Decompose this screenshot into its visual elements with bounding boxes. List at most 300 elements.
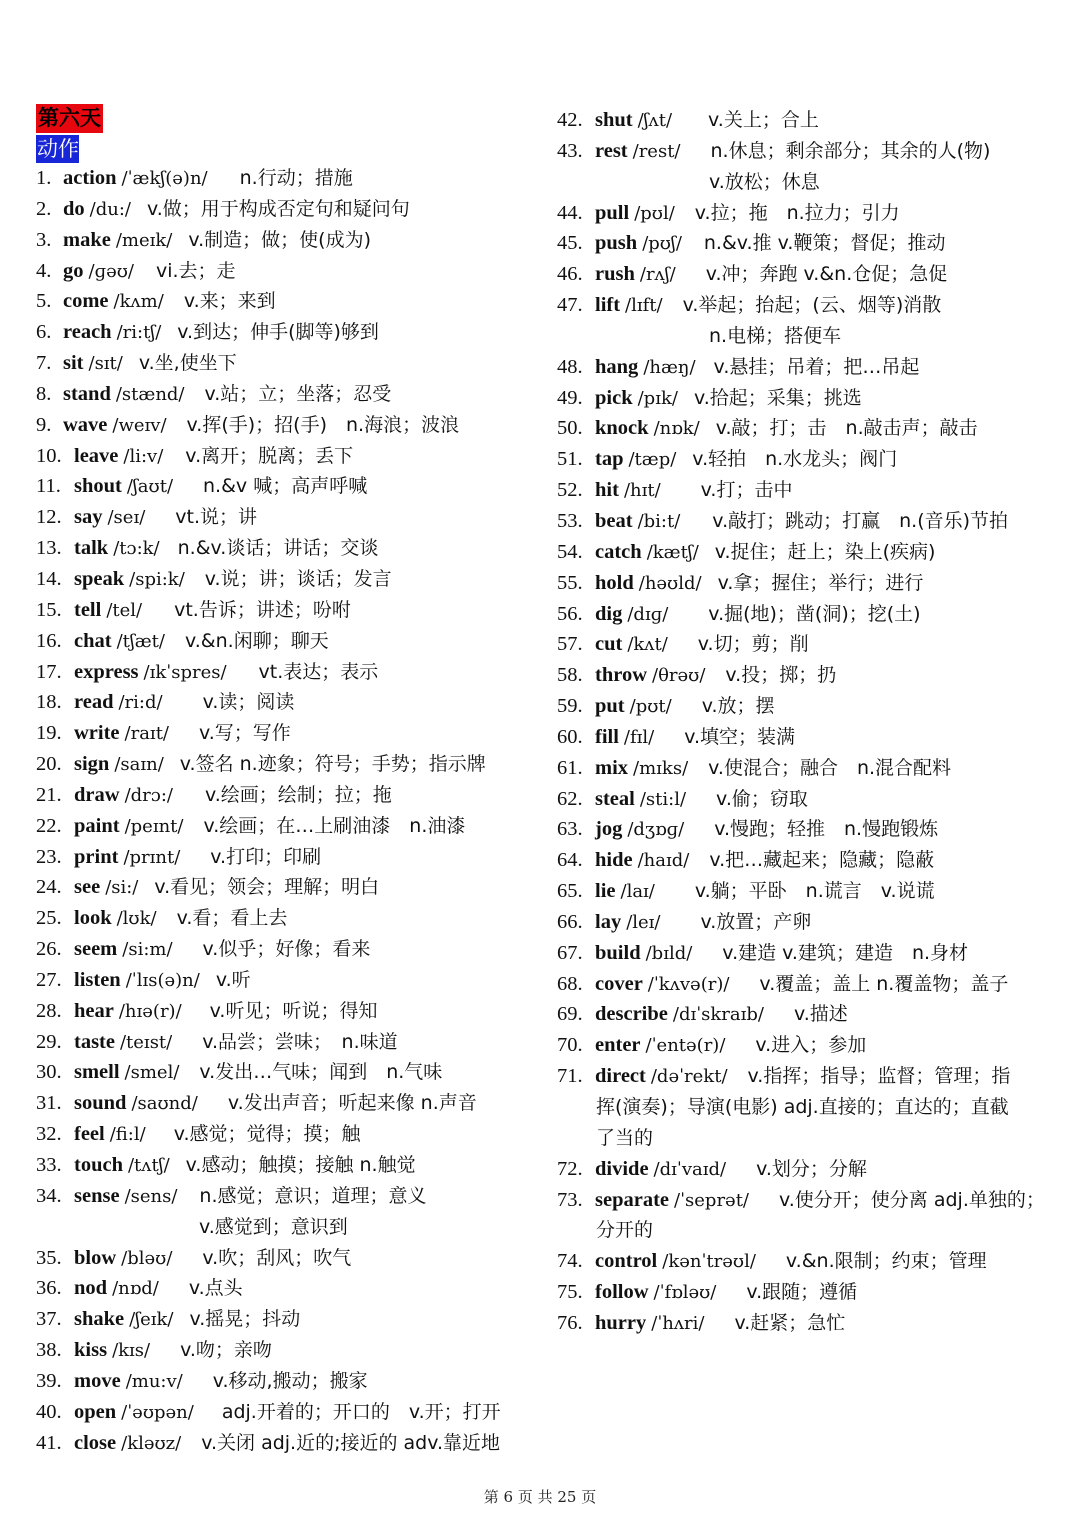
entry-word: open [74,1400,117,1423]
entry-phonetic: /nɒd/ [112,1278,159,1300]
entry-phonetic: /stænd/ [115,383,185,405]
vocab-entry [557,1061,1062,1092]
entry-number: 69. [557,1003,583,1026]
entry-phonetic: /pʊl/ [634,202,675,224]
entry-number: 64. [557,849,583,872]
vocab-entry [36,533,541,564]
entry-word: wave [63,413,108,436]
entry-word: look [74,907,112,930]
entry-word: do [63,197,85,220]
entry-phonetic: /ˈseprət/ [674,1189,749,1211]
entry-number: 42. [557,109,583,131]
entry-meaning: v.放；摆 [701,695,775,718]
entry-word: describe [595,1003,668,1026]
entry-number: 20. [36,753,62,776]
entry-number: 63. [557,818,583,841]
vocab-entry [36,1150,541,1181]
entry-number: 53. [557,509,583,532]
entry-phonetic: /peɪnt/ [124,815,184,837]
entry-meaning: v.悬挂；吊着；把…吊起 [713,355,920,378]
entry-phonetic: /fɪl/ [623,726,655,748]
entry-meaning: v.站；立；坐落；忍受 [204,382,392,405]
entry-word: sense [74,1184,120,1207]
entry-word: push [595,232,638,255]
entry-phonetic: /lʊk/ [116,908,157,930]
entry-word: sign [74,753,110,776]
entry-phonetic: /drɔ:/ [124,784,173,806]
entry-meaning: vt.说；讲 [175,506,257,529]
vocab-entry [36,780,541,811]
entry-number: 52. [557,479,583,502]
entry-number: 1. [36,167,52,189]
vocab-entry [557,1246,1062,1277]
vocab-entry [36,842,541,873]
entry-meaning: n.感觉；意识；道理；意义 [199,1184,427,1207]
entry-phonetic: /sɪt/ [88,353,123,375]
vocab-entry [36,225,541,256]
entry-meaning: v.偷；窃取 [716,787,808,810]
vocab-entry-continuation [557,321,1062,352]
entry-word: touch [74,1154,123,1176]
entry-meaning: v.关上；合上 [708,109,819,131]
entry-word: print [74,845,119,868]
entry-phonetic: /haɪd/ [637,850,690,872]
vocab-entry [36,348,541,379]
entry-meaning: v.绘画；绘制；拉；拖 [204,783,392,806]
entry-word: express [74,660,139,683]
entry-phonetic: /kləʊz/ [121,1432,182,1454]
entry-phonetic: /ˈlɪs(ə)n/ [125,969,200,991]
entry-meaning: v.敲打；跳动；打赢 n.(音乐)节拍 [712,509,1009,532]
entry-meaning: v.签名 n.迹象；符号；手势；指示牌 [179,753,486,776]
vocab-entry-continuation [36,1212,541,1243]
entry-phonetic: /nɒk/ [653,418,700,440]
entry-meaning: v.移动,搬动；搬家 [212,1369,368,1392]
entry-meaning: v.&n.限制；约束；管理 [785,1250,987,1273]
entry-number: 30. [36,1061,62,1084]
entry-number: 44. [557,201,583,224]
entry-number: 13. [36,537,62,560]
vocab-entry [36,256,541,287]
entry-word: lay [595,910,622,933]
entry-phonetic: /saɪn/ [114,754,164,776]
entry-meaning: v.制造；做；使(成为) [188,228,371,251]
entry-phonetic: /sens/ [124,1185,178,1207]
entry-phonetic: /kʌt/ [627,634,668,656]
entry-number: 4. [36,259,52,282]
entry-meaning: v.指挥；指导；监督；管理；指 [747,1065,1011,1088]
entry-meaning: v.绘画；在…上刷油漆 n.油漆 [203,814,466,837]
entry-number: 57. [557,633,583,656]
vocab-entry [557,722,1062,753]
entry-meaning: v.覆盖；盖上 n.覆盖物；盖子 [759,972,1009,995]
entry-phonetic: /saʊnd/ [131,1093,198,1115]
entry-number: 48. [557,355,583,378]
entry-word: see [74,876,101,899]
entry-phonetic: /fi:l/ [109,1124,146,1146]
entry-meaning: v.拿；握住；举行；进行 [717,571,924,594]
vocab-entry [557,938,1062,969]
vocab-entry [36,1243,541,1274]
vocab-entry [36,872,541,903]
vocab-entry [557,228,1062,259]
entry-word: fill [595,725,619,748]
vocab-entry-continuation [557,1123,1062,1154]
entry-phonetic: /kætʃ/ [646,541,699,563]
entry-phonetic: /spi:k/ [129,568,185,590]
entry-meaning: v.关闭 adj.近的;接近的 adv.靠近地 [201,1431,501,1454]
entry-meaning: v.切；剪；削 [697,633,809,656]
vocab-entry [557,537,1062,568]
entry-meaning: v.拉；拖 n.拉力；引力 [694,201,900,224]
entry-phonetic: /pʊt/ [629,696,672,718]
entry-meaning: v.描述 [794,1003,848,1026]
entry-meaning: v.慢跑；轻推 n.慢跑锻炼 [714,818,939,841]
entry-phonetic: /ˈfɒləʊ/ [653,1282,717,1304]
vocab-entry [36,1057,541,1088]
vocab-entry-continuation [557,1215,1062,1246]
entry-word: beat [595,509,633,532]
entry-meaning: v.品尝；尝味； n.味道 [202,1030,398,1053]
entry-meaning: v.感动；触摸；接触 n.触觉 [185,1154,416,1176]
vocab-entry [36,595,541,626]
entry-phonetic: /dɪɡ/ [627,603,669,625]
entry-number: 29. [36,1030,62,1053]
entry-phonetic: /rest/ [632,140,681,162]
entry-number: 5. [36,290,52,313]
entry-number: 41. [36,1431,62,1454]
entry-number: 3. [36,228,52,251]
entry-phonetic: /ʃʌt/ [637,110,673,131]
entry-word: put [595,695,625,718]
entry-meaning: v.填空；装满 [684,725,796,748]
entry-number: 45. [557,232,583,255]
entry-number: 55. [557,571,583,594]
vocab-entry [557,568,1062,599]
entry-phonetic: /θrəʊ/ [652,665,706,687]
entry-number: 60. [557,725,583,748]
entry-meaning: v.捉住；赶上；染上(疾病) [714,540,936,563]
entry-phonetic: /meɪk/ [115,229,173,251]
entry-phonetic: /kʌm/ [113,291,164,313]
vocab-entry [557,506,1062,537]
entry-number: 7. [36,352,52,375]
vocab-entry [557,1308,1062,1339]
entry-phonetic: /dəˈrekt/ [650,1066,728,1088]
entry-meaning: 挥(演奏)；导演(电影) adj.直接的；直达的；直截 [596,1096,1009,1118]
entry-word: chat [74,629,112,652]
vocab-entry [557,136,1062,167]
vocab-entry [36,502,541,533]
entry-meaning: n.&v.推 v.鞭策；督促；推动 [703,232,946,255]
entry-phonetic: /ˈhʌri/ [651,1312,705,1334]
entry-meaning: v.使分开；使分离 adj.单独的； [779,1188,1045,1211]
vocab-entry [36,1273,541,1304]
entry-word: go [63,259,84,282]
entry-number: 58. [557,664,583,687]
entry-phonetic: /bi:t/ [637,510,681,532]
vocab-entry [36,1366,541,1397]
entry-meaning: v.躺；平卧 n.谎言 v.说谎 [694,880,935,903]
entry-number: 31. [36,1092,62,1115]
entry-meaning: v.点头 [188,1277,243,1300]
entry-word: paint [74,814,120,837]
entry-number: 2. [36,197,52,220]
vocab-list-left [36,163,541,1458]
vocab-entry [557,691,1062,722]
entry-word: action [63,167,117,189]
entry-phonetic: /pɪk/ [637,387,678,409]
entry-meaning: vt.告诉；讲述；吩咐 [174,598,351,621]
entry-meaning: v.掘(地)；凿(洞)；挖(土) [708,602,921,625]
entry-number: 19. [36,722,62,745]
vocab-entry [36,1335,541,1366]
right-column [557,105,1062,1339]
vocab-list-right [557,105,1062,1339]
entry-number: 18. [36,691,62,714]
entry-phonetic: /du:/ [89,198,131,220]
vocab-entry [36,1181,541,1212]
entry-meaning: v.使混合；融合 n.混合配料 [708,756,952,779]
entry-phonetic: /li:v/ [123,445,164,467]
entry-meaning: v.挥(手)；招(手) n.海浪；波浪 [186,413,460,436]
entry-word: feel [74,1123,105,1146]
entry-phonetic: /ri:tʃ/ [116,322,162,344]
entry-phonetic: /si:/ [105,877,139,899]
entry-word: taste [74,1030,115,1053]
entry-number: 34. [36,1184,62,1207]
entry-phonetic: /hæŋ/ [643,356,696,378]
entry-meaning: v.划分；分解 [756,1157,867,1180]
entry-number: 59. [557,695,583,718]
vocab-entry-continuation [557,1092,1062,1123]
entry-phonetic: /prɪnt/ [123,846,181,868]
vocab-entry [36,811,541,842]
entry-number: 39. [36,1369,62,1392]
vocab-entry [36,657,541,688]
entry-word: build [595,941,641,964]
entry-word: knock [595,417,649,440]
vocab-entry [36,903,541,934]
entry-meaning: v.听 [215,968,251,991]
entry-number: 23. [36,845,62,868]
entry-meaning: v.拾起；采集；挑选 [693,386,862,409]
page-footer: 第 6 页 共 25 页 [483,1488,597,1506]
entry-meaning: v.投；掷；扔 [725,664,837,687]
entry-word: shake [74,1308,125,1331]
vocab-entry [557,105,1062,136]
entry-word: steal [595,787,635,810]
vocab-entry [557,907,1062,938]
entry-word: pull [595,201,630,224]
entry-phonetic: /teɪst/ [119,1031,173,1053]
entry-word: cut [595,633,623,656]
entry-number: 37. [36,1308,62,1331]
entry-phonetic: /dɪˈvaɪd/ [653,1158,727,1180]
vocab-entry [557,290,1062,321]
entry-number: 65. [557,880,583,903]
entry-word: smell [74,1061,120,1084]
entry-word: tap [595,448,624,471]
entry-number: 26. [36,938,62,961]
entry-word: dig [595,602,623,625]
vocab-entry [557,629,1062,660]
vocab-entry [36,379,541,410]
entry-word: seem [74,938,118,961]
entry-word: make [63,228,111,251]
entry-word: hide [595,849,633,872]
entry-phonetic: /leɪ/ [626,911,661,933]
entry-meaning: v.看见；领会；理解；明白 [154,876,380,899]
entry-phonetic: /mɪks/ [633,757,689,779]
entry-phonetic: /smel/ [124,1062,180,1084]
entry-phonetic: /ˈəʊpən/ [121,1401,194,1423]
entry-number: 14. [36,567,62,590]
vocab-entry [557,1185,1062,1216]
entry-number: 66. [557,910,583,933]
entry-meaning: v.敲；打；击 n.敲击声；敲击 [715,417,978,440]
entry-number: 61. [557,756,583,779]
vocab-entry [36,1119,541,1150]
entry-meaning: v.离开；脱离；丢下 [185,444,354,467]
entry-word: blow [74,1246,117,1269]
entry-number: 74. [557,1250,583,1273]
entry-meaning: v.感觉；觉得；摸；触 [173,1123,361,1146]
vocab-entry [36,441,541,472]
entry-meaning: v.&n.闲聊；聊天 [184,629,329,652]
entry-number: 56. [557,602,583,625]
entry-phonetic: /sti:l/ [639,788,687,810]
vocab-entry [557,876,1062,907]
entry-phonetic: /rʌʃ/ [639,264,676,286]
vocab-entry [557,814,1062,845]
entry-meaning: v.赶紧；急忙 [734,1311,846,1334]
entry-word: listen [74,968,121,991]
vocab-entry [557,660,1062,691]
section-title: 动作 [37,137,79,161]
entry-meaning: v.写；写作 [199,722,291,745]
entry-number: 28. [36,999,62,1022]
entry-number: 9. [36,413,52,436]
vocab-entry [36,626,541,657]
entry-number: 17. [36,660,62,683]
entry-word: cover [595,972,643,995]
vocab-entry [36,286,541,317]
left-column [36,104,541,1458]
entry-word: mix [595,756,629,779]
vocab-entry [36,718,541,749]
entry-phonetic: /si:m/ [122,939,173,961]
entry-phonetic: /hɪt/ [623,480,661,502]
entry-phonetic: /tʌtʃ/ [127,1155,170,1176]
vocab-entry [36,1428,541,1459]
entry-word: move [74,1369,121,1392]
entry-meaning: 了当的 [596,1126,654,1149]
entry-word: hear [74,999,114,1022]
entry-word: sit [63,352,84,375]
entry-number: 40. [36,1400,62,1423]
entry-number: 25. [36,907,62,930]
entry-meaning: v.进入；参加 [755,1034,867,1057]
entry-phonetic: /weɪv/ [112,414,167,436]
vocab-entry [36,996,541,1027]
entry-word: separate [595,1188,670,1211]
entry-word: rush [595,263,635,286]
entry-word: lift [595,294,621,317]
vocab-entry [557,383,1062,414]
entry-number: 67. [557,941,583,964]
entry-meaning: v.看；看上去 [176,907,288,930]
day-title: 第六天 [36,104,541,133]
entry-number: 68. [557,972,583,995]
entry-meaning: v.读；阅读 [202,691,295,714]
entry-meaning: adj.开着的；开口的 v.开；打开 [221,1400,501,1423]
entry-meaning: v.吹；刮风；吹气 [202,1246,352,1269]
entry-word: catch [595,540,642,563]
entry-meaning: v.做；用于构成否定句和疑问句 [146,197,410,220]
vocab-entry [36,934,541,965]
entry-meaning: v.到达；伸手(脚等)够到 [177,321,379,344]
entry-number: 12. [36,506,62,529]
entry-number: 27. [36,968,62,991]
vocab-entry [36,1304,541,1335]
entry-phonetic: /həʊld/ [638,572,702,594]
entry-meaning: v.吻；亲吻 [180,1339,272,1362]
entry-word: sound [74,1092,127,1115]
entry-phonetic: /kənˈtrəʊl/ [662,1251,756,1273]
vocab-entry-continuation [557,167,1062,198]
entry-word: lie [595,880,616,903]
entry-meaning: v.感觉到；意识到 [199,1215,348,1238]
entry-number: 6. [36,321,52,344]
entry-phonetic: /dʒɒɡ/ [627,819,685,841]
entry-word: follow [595,1281,649,1304]
vocab-entry [36,1027,541,1058]
entry-word: hit [595,479,619,502]
entry-phonetic: /bɪld/ [645,942,693,964]
entry-word: pick [595,386,633,409]
entry-word: hold [595,571,634,594]
entry-word: control [595,1250,658,1273]
entry-word: hurry [595,1311,647,1334]
vocab-entry [557,444,1062,475]
entry-number: 22. [36,814,62,837]
vocab-entry [36,1088,541,1119]
vocab-entry [557,845,1062,876]
entry-meaning: vt.表达；表示 [258,660,379,683]
entry-meaning: 分开的 [596,1219,654,1242]
entry-word: close [74,1431,117,1454]
vocab-entry [36,163,541,194]
entry-meaning: v.坐,使坐下 [138,352,237,375]
entry-meaning: v.来；来到 [183,290,276,313]
entry-word: say [74,506,103,529]
entry-number: 46. [557,263,583,286]
vocab-entry [557,753,1062,784]
entry-phonetic: /bləʊ/ [121,1247,173,1269]
entry-phonetic: /ɪkˈspres/ [143,661,227,683]
entry-phonetic: /raɪt/ [124,723,169,745]
entry-number: 50. [557,417,583,440]
entry-meaning: n.&v.谈话；讲话；交谈 [177,537,379,560]
entry-word: shut [595,109,633,131]
entry-phonetic: /hɪə(r)/ [118,1000,182,1022]
entry-word: talk [74,537,109,560]
entry-word: throw [595,664,648,687]
entry-phonetic: /kɪs/ [112,1340,151,1362]
entry-number: 36. [36,1277,62,1300]
entry-number: 73. [557,1188,583,1211]
